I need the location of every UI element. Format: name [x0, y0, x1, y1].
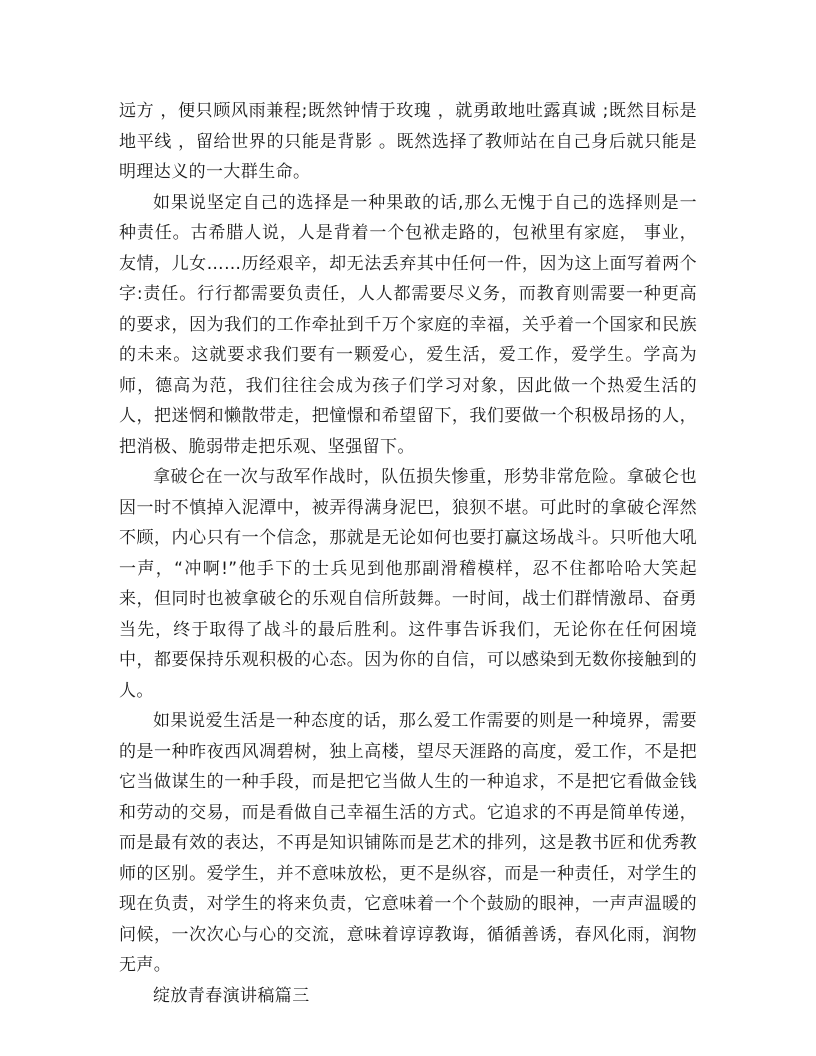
section-heading: 绽放青春演讲稿篇三 — [153, 985, 310, 1006]
paragraph-continuation: 远方 ，便只顾风雨兼程;既然钟情于玫瑰 ，就勇敢地吐露真诚 ;既然目标是地平线 ，留给世界的只能是背影 。既然选择了教师站在自己身后就只能是明理达义的一大群生命。 — [119, 101, 697, 182]
paragraph-responsibility: 如果说坚定自己的选择是一种果敢的话,那么无愧于自己的选择则是一种责任。古希腊人说，人是背着一个包袱走路的，包袱里有家庭， 事业，友情，儿女……历经艰辛，却无法丢弃其中任何一件，因为这上面写着两个字:责任。行行都需要负责任，人人都需要尽义务，而教育则需要一种更高的要求，因为我们的工作牵扯到千万个家庭的幸福，关乎着一个国家和民族的未来。这就要求我们要有一颗爱心，爱生活，爱工作，爱学生。学高为师，德高为范，我们往往会成为孩子们学习对象，因此做一个热爱生活的人，把迷惘和懒散带走，把憧憬和希望留下，我们要做一个积极昂扬的人，把消极、脆弱带走把乐观、坚强留下。 — [119, 192, 697, 457]
document-body — [119, 96, 697, 1011]
paragraph-love-work: 如果说爱生活是一种态度的话，那么爱工作需要的则是一种境界，需要的是一种昨夜西风凋碧树，独上高楼，望尽天涯路的高度，爱工作，不是把它当做谋生的一种手段，而是把它当做人生的一种追求，不是把它看做金钱和劳动的交易，而是看做自己幸福生活的方式。它追求的不再是简单传递，而是最有效的表达，不再是知识铺陈而是艺术的排列，这是教书匠和优秀教师的区别。爱学生，并不意味放松，更不是纵容，而是一种责任，对学生的现在负责，对学生的将来负责，它意味着一个个鼓励的眼神，一声声温暖的问候，一次次心与心的交流，意味着谆谆教诲，循循善诱，春风化雨，润物无声。 — [119, 711, 697, 975]
paragraph-napoleon: 拿破仑在一次与敌军作战时，队伍损失惨重，形势非常危险。拿破仑也因一时不慎掉入泥潭中，被弄得满身泥巴，狼狈不堪。可此时的拿破仑浑然不顾，内心只有一个信念，那就是无论如何也要打赢这场战斗。只听他大吼一声，“冲啊!”他手下的士兵见到他那副滑稽模样，忍不住都哈哈大笑起来，但同时也被拿破仑的乐观自信所鼓舞。一时间，战士们群情激昂、奋勇当先，终于取得了战斗的最后胜利。这件事告诉我们，无论你在任何困境中，都要保持乐观积极的心态。因为你的自信，可以感染到无数你接触到的人。 — [119, 467, 697, 701]
